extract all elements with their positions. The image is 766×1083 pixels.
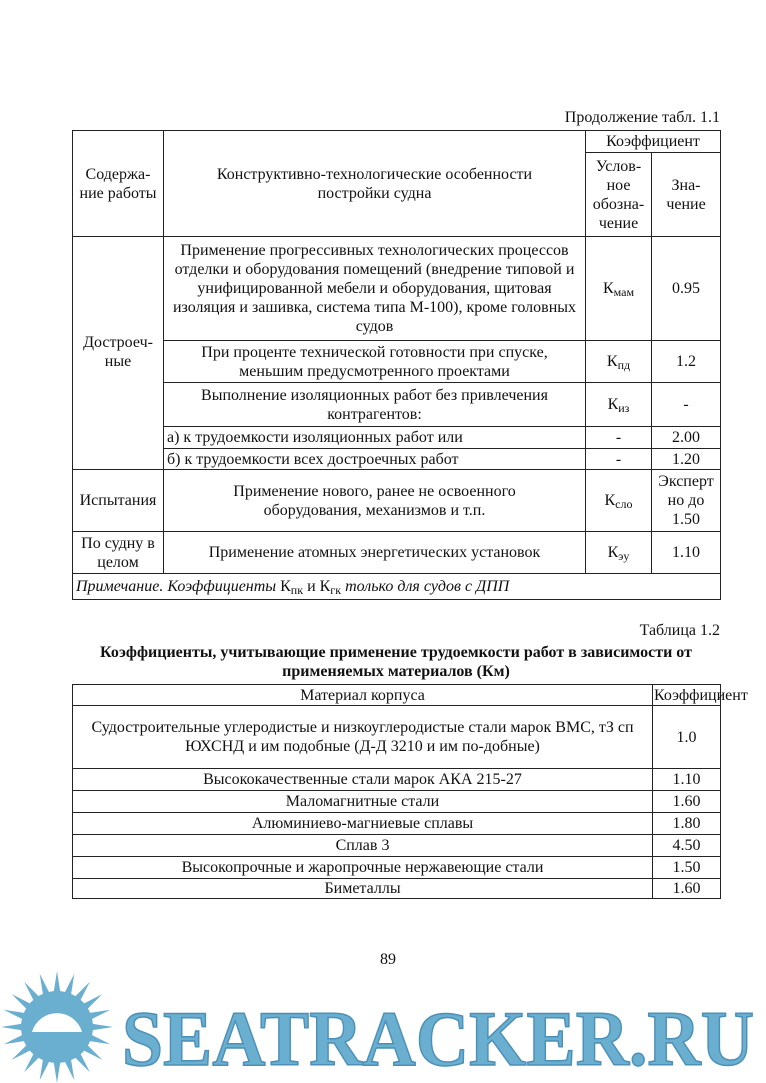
sun-logo-icon (1, 971, 113, 1083)
continuation-label: Продолжение табл. 1.1 (564, 109, 720, 126)
coefficient: 1.60 (653, 791, 721, 813)
group-finishing: Достроеч-ные (73, 237, 164, 470)
row-symbol: $К_{сло}$ (586, 470, 652, 532)
row-text: При проценте технической готовности при спуске, меньшим предусмотренного проектами (164, 341, 586, 383)
table-title: Коэффициенты, учитывающие применение трудоемкости работ в зависимости от применяемых материалов (Км) (100, 644, 692, 680)
table-1-2 (72, 684, 748, 899)
row-text: б) к трудоемкости всех достроечных работ (164, 449, 586, 470)
row-value: 1.2 (652, 341, 721, 383)
material: Алюминиево-магниевые сплавы (73, 813, 653, 835)
table-row (73, 791, 721, 813)
row-text: а) к трудоемкости изоляционных работ или (164, 427, 586, 449)
table-row (73, 706, 721, 769)
header-features: Конструктивно-технологические особенности постройки судна (164, 131, 586, 237)
table-label: Таблица 1.2 (639, 622, 720, 639)
header-material: Материал корпуса (73, 685, 653, 706)
row-value: 2.00 (652, 427, 721, 449)
table-note: Примечание. Коэффициенты $К_{пк}$ и $К_{гк}$ только для судов с ДПП (73, 574, 721, 600)
table-row (73, 879, 721, 899)
material: Высококачественные стали марок АКА 215-27 (73, 769, 653, 791)
coefficient: 1.50 (653, 857, 721, 879)
row-value: - (652, 383, 721, 427)
row-value: 1.10 (652, 532, 721, 574)
material: Высокопрочные и жаропрочные нержавеющие стали (73, 857, 653, 879)
seatracker-watermark (0, 965, 766, 1083)
table-row (73, 341, 721, 383)
page-number: 89 (380, 951, 396, 968)
material: Маломагнитные стали (73, 791, 653, 813)
table-row (73, 857, 721, 879)
row-symbol: $К_{эу}$ (586, 532, 652, 574)
header-coefficient: Коэффициент (654, 686, 748, 704)
row-text: Применение нового, ранее не освоенного оборудования, механизмов и т.п. (164, 470, 586, 532)
table-row (73, 835, 721, 857)
material: Судостроительные углеродистые и низкоуглеродистые стали марок ВМС, тЗ сп ЮХСНД и им подобные (Д-Д 3210 и им по-добные) (73, 706, 653, 769)
table-row (73, 237, 721, 341)
row-text: Применение атомных энергетических установок (164, 532, 586, 574)
watermark-text: SEATRACKER.RU (122, 995, 754, 1082)
coefficient: 1.60 (653, 879, 721, 899)
material: Сплав 3 (73, 835, 653, 857)
coefficient: 1.10 (653, 769, 721, 791)
row-value: 1.20 (652, 449, 721, 470)
table-row (73, 532, 721, 574)
table-row (73, 383, 721, 427)
row-symbol: - (586, 427, 652, 449)
header-work: Содержа-ние работы (73, 131, 164, 237)
coefficient: 1.0 (653, 706, 721, 769)
header-symbol: Услов-ное обозна-чение (586, 153, 652, 237)
row-symbol: $К_{мам}$ (586, 237, 652, 341)
table-row (73, 769, 721, 791)
row-text: Применение прогрессивных технологических процессов отделки и оборудования помещений (внедрение типовой и унифицированной мебели и оборудования, щитовая изоляция и зашивка, система типа М-100), кроме головных судов (164, 237, 586, 341)
material: Биметаллы (73, 879, 653, 899)
row-symbol: $К_{из}$ (586, 383, 652, 427)
table-row (73, 470, 721, 532)
coefficient: 1.80 (653, 813, 721, 835)
table-row (73, 427, 721, 449)
row-value: 0.95 (652, 237, 721, 341)
header-value: Зна-чение (652, 153, 721, 237)
group-whole: По судну в целом (73, 532, 164, 574)
note-row (73, 574, 721, 600)
group-testing: Испытания (73, 470, 164, 532)
row-symbol: $К_{пд}$ (586, 341, 652, 383)
coefficient: 4.50 (653, 835, 721, 857)
row-text: Выполнение изоляционных работ без привлечения контрагентов: (164, 383, 586, 427)
row-value: Эксперт но до 1.50 (652, 470, 721, 532)
row-symbol: - (586, 449, 652, 470)
table-row (73, 449, 721, 470)
header-coef: Коэффициент (586, 131, 721, 153)
table-1-1 (72, 130, 721, 600)
table-row (73, 813, 721, 835)
